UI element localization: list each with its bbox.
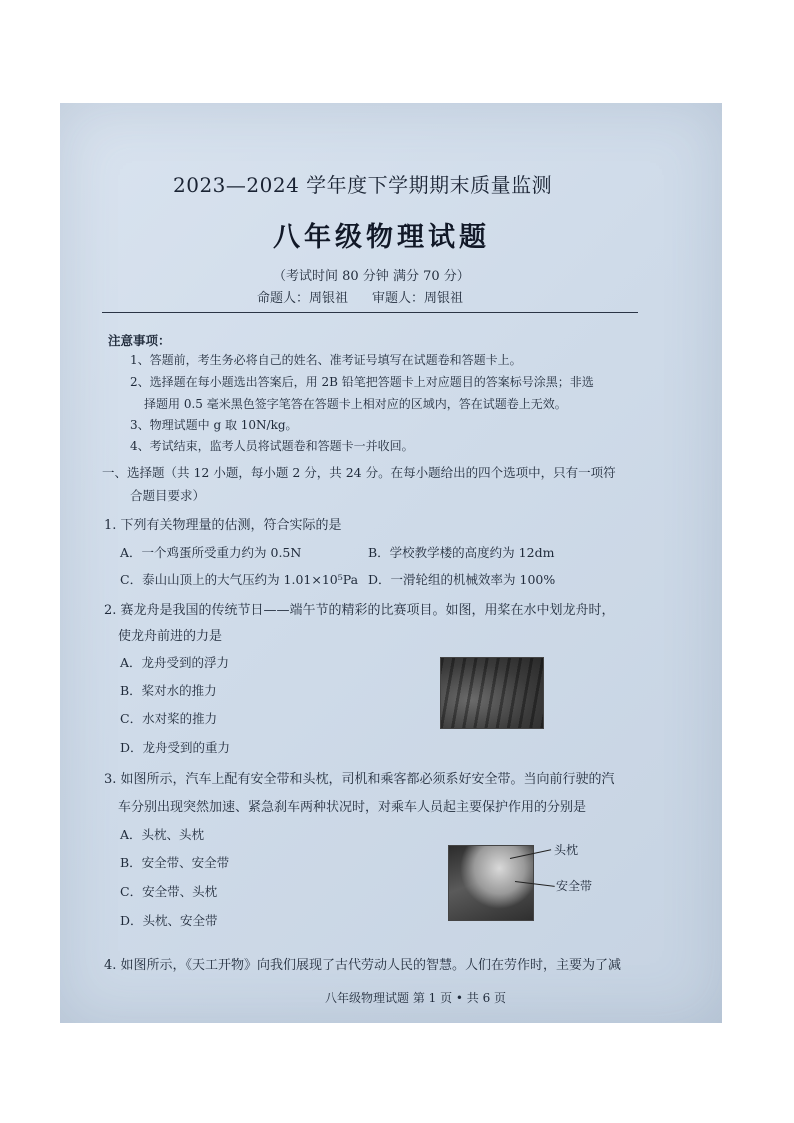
question-4-stem: 4. 如图所示，《天工开物》向我们展现了古代劳动人民的智慧。人们在劳作时，主要为了减 (104, 958, 622, 973)
question-2-option-c: C．水对桨的推力 (120, 711, 218, 726)
question-2-option-b: B．桨对水的推力 (120, 683, 217, 698)
section-heading: 一、选择题（共 12 小题，每小题 2 分，共 24 分。在每小题给出的四个选项中，只有一项符 (102, 465, 616, 480)
question-3-option-b: B．安全带、安全带 (120, 855, 230, 870)
subject-title: 八年级物理试题 (273, 222, 490, 253)
author-label: 命题人：周银祖 (257, 291, 349, 306)
question-3-stem-cont: 车分别出现突然加速、紧急刹车两种状况时，对乘车人员起主要保护作用的分别是 (118, 800, 587, 815)
question-1-option-c: C．泰山山顶上的大气压约为 1.01×10⁵Pa (120, 572, 359, 587)
exam-title: 2023—2024 学年度下学期期末质量监测 (173, 173, 553, 197)
page-footer: 八年级物理试题 第 1 页 • 共 6 页 (325, 991, 507, 1005)
question-3-option-a: A．头枕、头枕 (120, 827, 205, 842)
section-heading-cont: 合题目要求） (130, 488, 206, 503)
question-2-option-d: D．龙舟受到的重力 (120, 740, 231, 755)
question-1-option-a: A．一个鸡蛋所受重力约为 0.5N (120, 545, 302, 560)
header-divider (102, 312, 638, 313)
authors-line (257, 287, 463, 306)
notice-item: 4、考试结束，监考人员将试题卷和答题卡一并收回。 (130, 439, 414, 453)
question-3-stem: 3. 如图所示，汽车上配有安全带和头枕，司机和乘客都必须系好安全带。当向前行驶的汽 (104, 772, 615, 787)
question-3-option-c: C．安全带、头枕 (120, 884, 218, 899)
question-2-stem-cont: 使龙舟前进的力是 (118, 629, 223, 644)
question-1-option-b: B．学校教学楼的高度约为 12dm (368, 545, 555, 560)
question-1-option-d: D．一滑轮组的机械效率为 100% (368, 572, 556, 587)
notice-item: 2、选择题在每小题选出答案后，用 2B 铅笔把答题卡上对应题目的答案标号涂黑；非选 (130, 375, 594, 389)
headrest-label: 头枕 (554, 843, 579, 857)
exam-info: （考试时间 80 分钟 满分 70 分） (273, 269, 470, 284)
notice-item: 1、答题前，考生务必将自己的姓名、准考证号填写在试题卷和答题卡上。 (130, 353, 522, 367)
question-2-stem: 2. 赛龙舟是我国的传统节日——端午节的精彩的比赛项目。如图，用桨在水中划龙舟时， (104, 603, 615, 618)
question-2-option-a: A．龙舟受到的浮力 (120, 655, 230, 670)
question-3-option-d: D．头枕、安全带 (120, 913, 218, 928)
seatbelt-label: 安全带 (556, 879, 593, 893)
reviewer-label: 审题人：周银祖 (372, 291, 464, 306)
question-1-stem: 1. 下列有关物理量的估测，符合实际的是 (104, 518, 342, 533)
dragon-boat-photo (440, 657, 544, 729)
notice-item: 择题用 0.5 毫米黑色签字笔答在答题卡上相对应的区域内，答在试题卷上无效。 (144, 397, 567, 411)
notice-item: 3、物理试题中 g 取 10N/kg。 (130, 418, 298, 432)
notice-heading: 注意事项： (108, 333, 171, 348)
exam-paper (60, 103, 722, 1023)
